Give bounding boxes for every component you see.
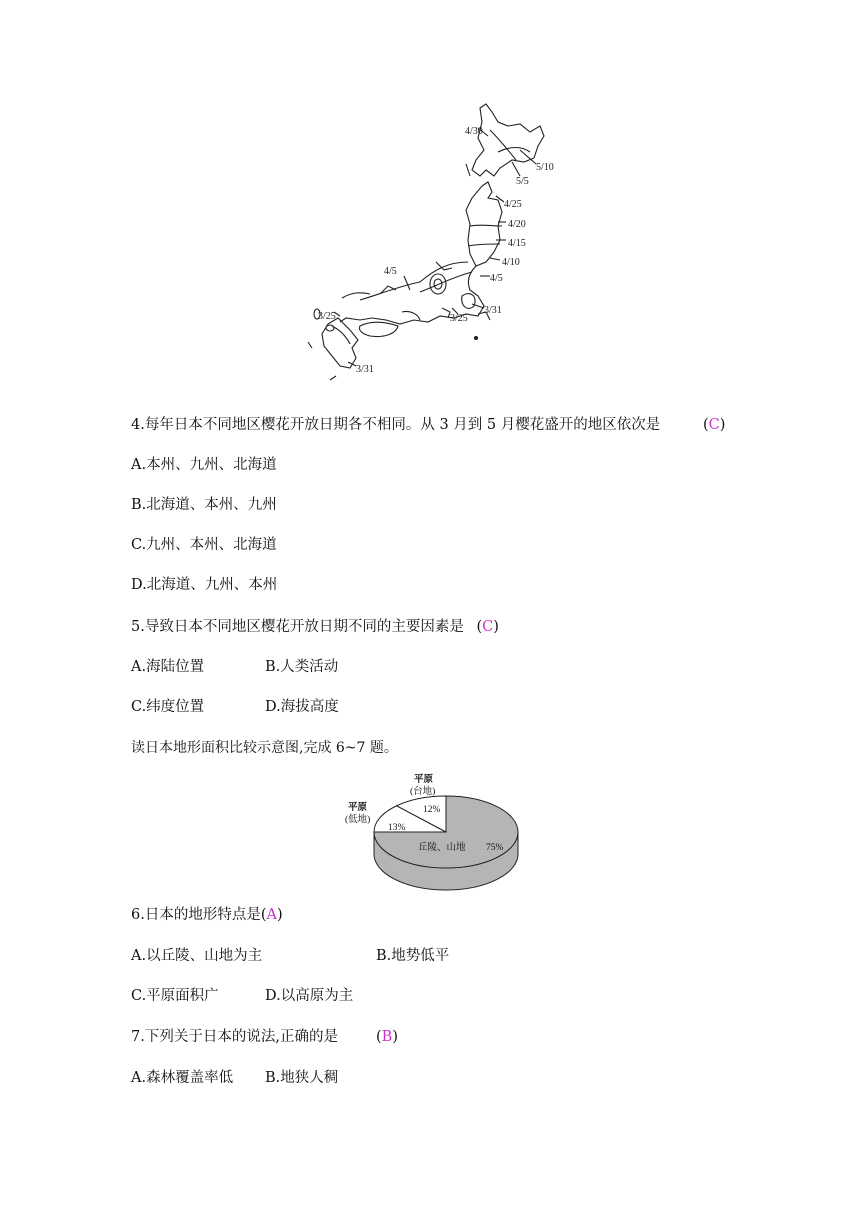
q4-option-a: A.本州、九州、北海道 [131, 457, 277, 473]
q6-option-c: C.平原面积广 [131, 988, 219, 1004]
map-label-4-5-west: 4/5 [384, 266, 397, 277]
map-label-4-15: 4/15 [508, 238, 526, 249]
map-label-4-25: 4/25 [504, 199, 522, 210]
q6-option-a: A.以丘陵、山地为主 [131, 948, 263, 964]
question-7-text: 7.下列关于日本的说法,正确的是 [131, 1029, 338, 1045]
terrain-pie-chart [0, 770, 860, 900]
map-label-4-10: 4/10 [502, 257, 520, 268]
q5-option-a: A.海陆位置 [131, 659, 205, 675]
map-label-4-20: 4/20 [508, 219, 526, 230]
q4-option-c: C.九州、本州、北海道 [131, 537, 277, 553]
intro-6-7: 读日本地形面积比较示意图,完成 6~7 题。 [131, 740, 398, 756]
map-label-4-5-east: 4/5 [490, 273, 503, 284]
q4-option-b: B.北海道、本州、九州 [131, 497, 277, 513]
map-label-5-10: 5/10 [536, 162, 554, 173]
japan-bloom-map [0, 0, 860, 400]
question-6 [131, 905, 283, 925]
question-6-text: 6.日本的地形特点是 [131, 907, 261, 923]
question-5-answer: (C) [476, 619, 499, 635]
q6-option-d: D.以高原为主 [265, 988, 354, 1004]
question-4 [131, 415, 660, 435]
map-label-4-30: 4/30 [465, 126, 483, 137]
map-label-3-25-west: 3/25 [318, 311, 336, 322]
map-label-3-31-south: 3/31 [356, 364, 374, 375]
question-4-answer: (C) [703, 417, 726, 433]
map-label-3-31-east: 3/31 [484, 305, 502, 316]
map-label-3-25-east: 3/25 [450, 313, 468, 324]
pie-label-upland-line1: 平原 [414, 775, 434, 785]
question-5-text: 5.导致日本不同地区樱花开放日期不同的主要因素是 [131, 619, 464, 635]
question-5 [131, 617, 499, 637]
pie-label-upland-value: 12% [423, 805, 441, 815]
pie-label-hills-value: 75% [486, 843, 504, 853]
q5-option-c: C.纬度位置 [131, 699, 205, 715]
q4-option-d: D.北海道、九州、本州 [131, 577, 278, 593]
question-7 [131, 1027, 338, 1047]
answer-6: A [266, 907, 277, 923]
pie-label-upland-line2: (台地) [410, 787, 436, 797]
question-4-text: 4.每年日本不同地区樱花开放日期各不相同。从 3 月到 5 月樱花盛开的地区依次是 [131, 417, 661, 433]
answer-5: C [482, 619, 494, 635]
answer-4: C [708, 417, 720, 433]
pie-label-lowland-value: 13% [388, 823, 406, 833]
map-label-5-5: 5/5 [516, 176, 529, 187]
question-6-answer: (A) [260, 907, 283, 923]
q5-option-d: D.海拔高度 [265, 699, 339, 715]
question-7-answer: (B) [376, 1029, 398, 1045]
q5-option-b: B.人类活动 [265, 659, 339, 675]
pie-label-lowland-line1: 平原 [348, 803, 368, 813]
q7-option-b: B.地狭人稠 [265, 1070, 339, 1086]
q6-option-b: B.地势低平 [376, 948, 450, 964]
pie-label-hills: 丘陵、山地 [418, 843, 466, 853]
answer-7: B [381, 1029, 393, 1045]
q7-option-a: A.森林覆盖率低 [131, 1070, 234, 1086]
pie-label-lowland-line2: (低地) [345, 815, 371, 825]
